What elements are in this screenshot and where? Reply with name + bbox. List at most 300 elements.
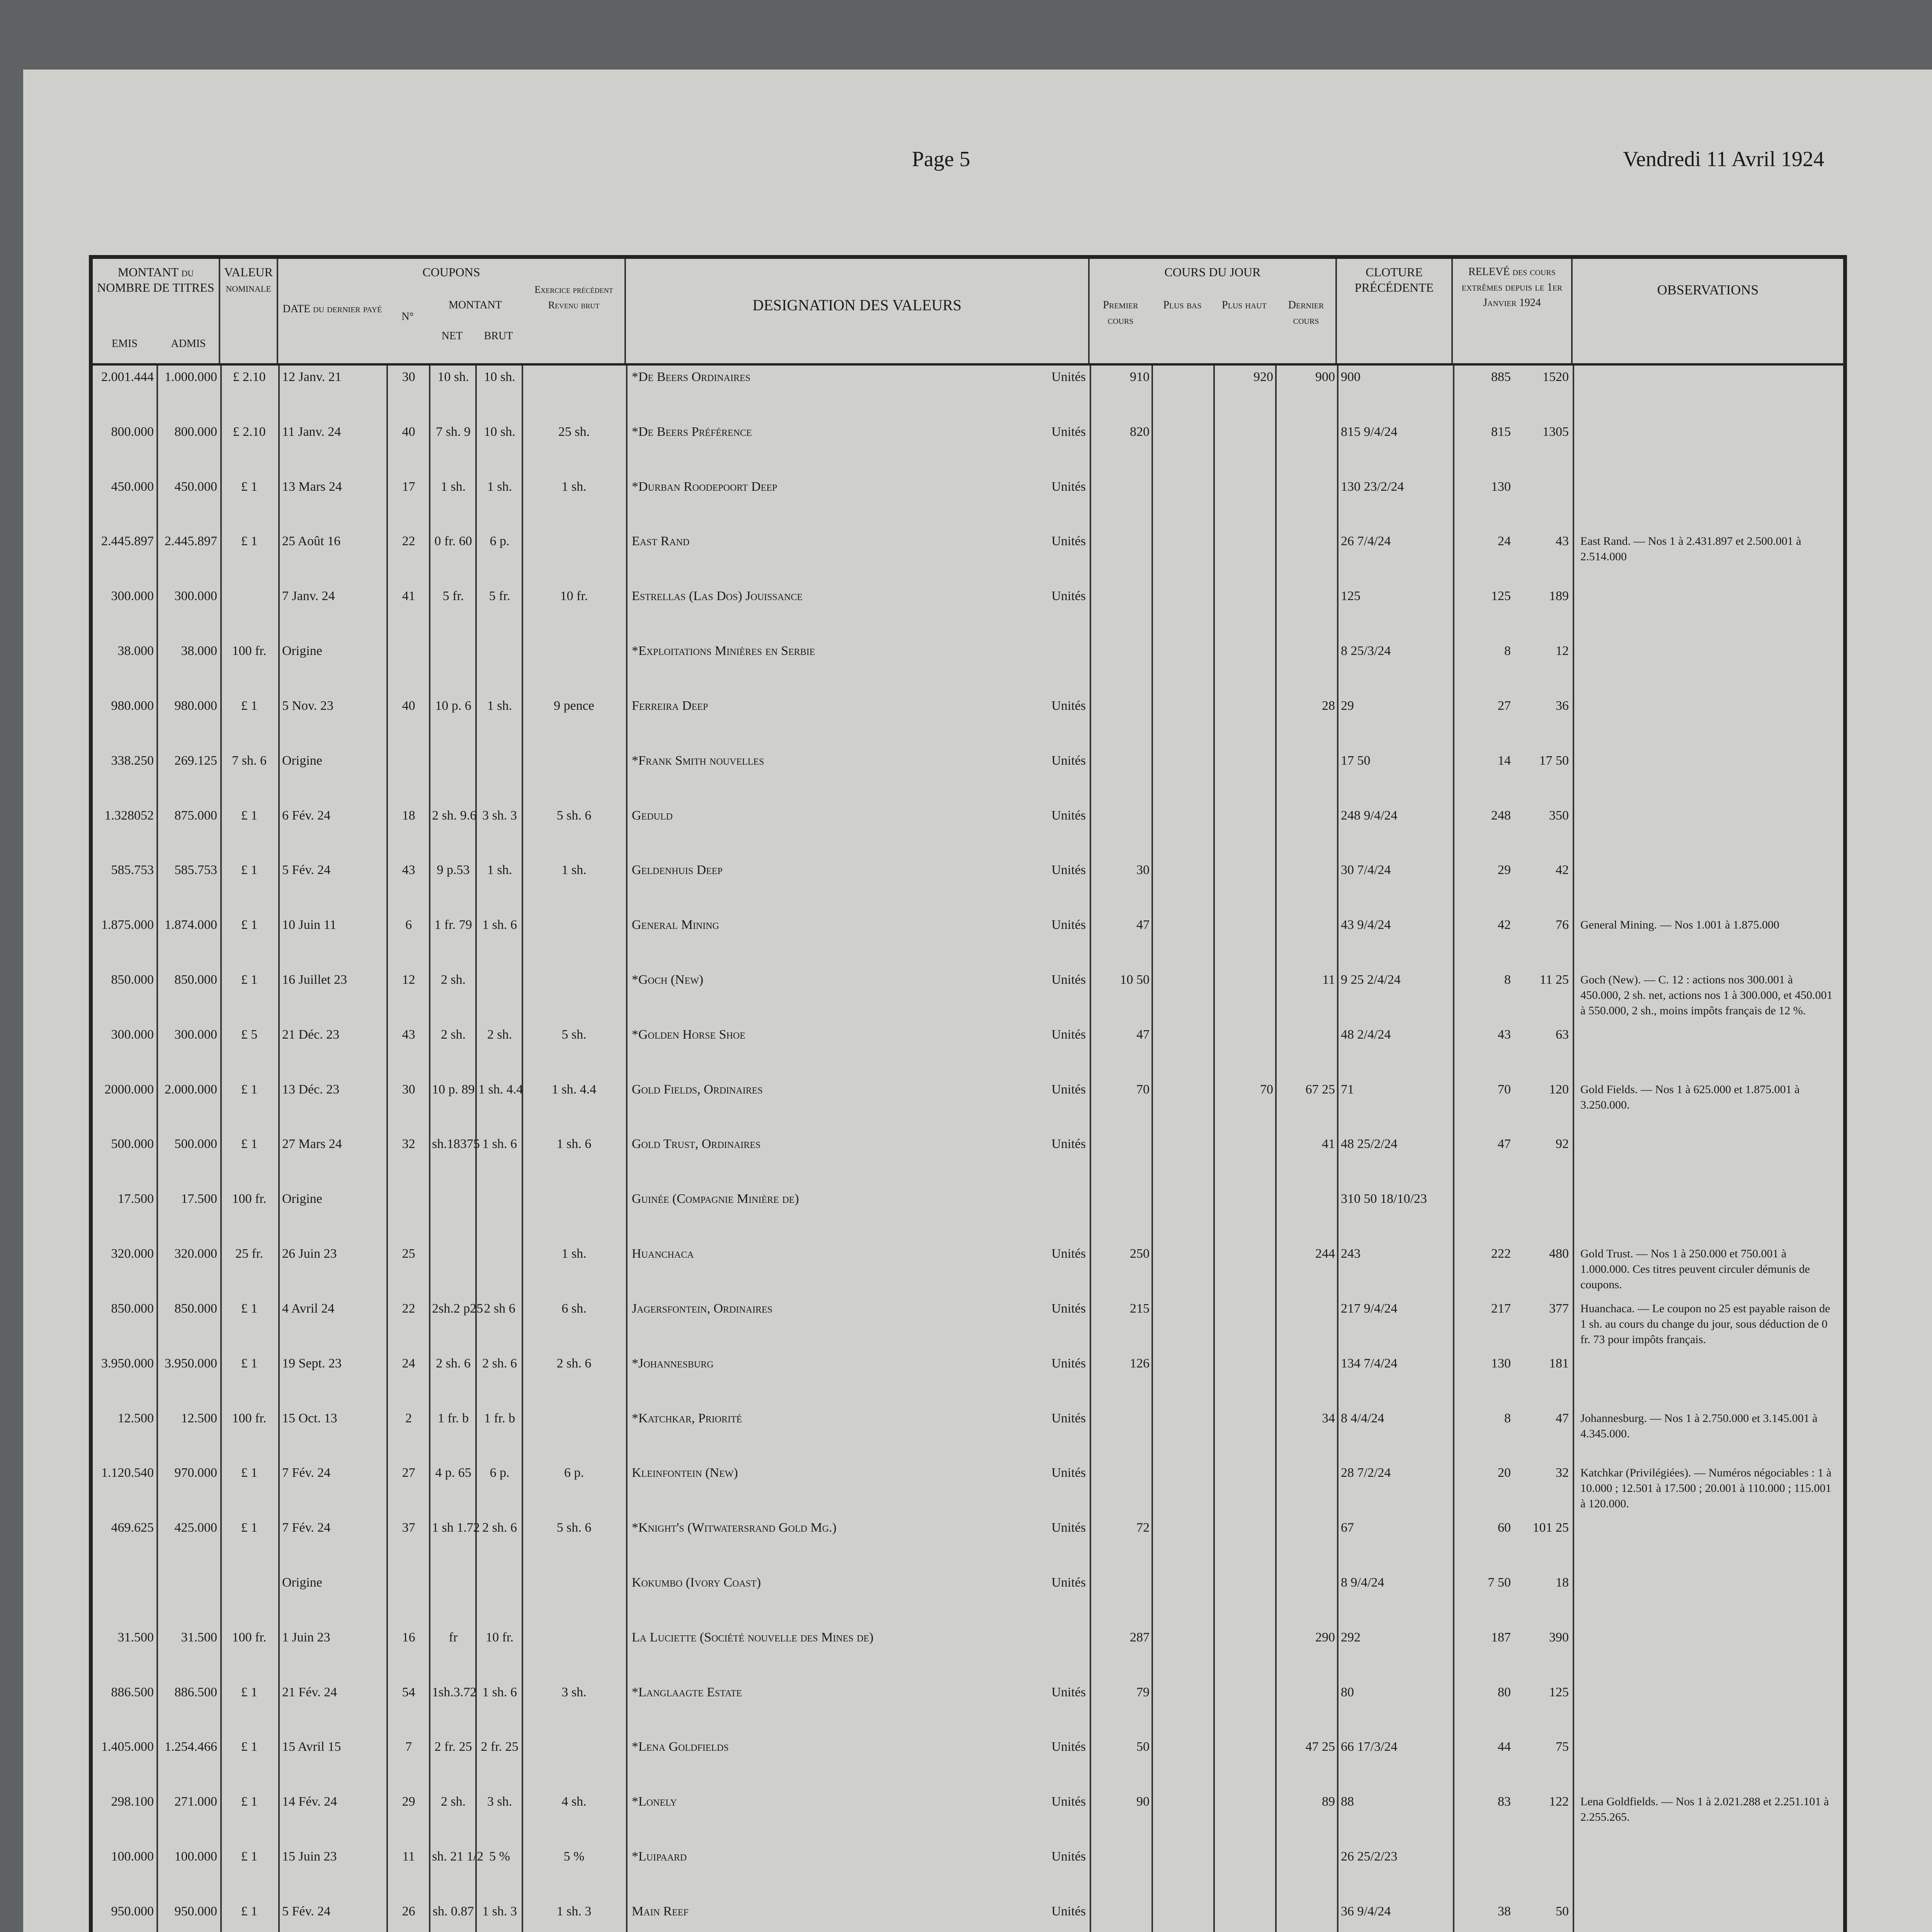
cell-clot: 248 9/4/24 (1341, 808, 1398, 823)
cell-date: 10 Juin 11 (282, 918, 337, 932)
cell-no: 43 (402, 1027, 415, 1042)
cell-p1: 10 50 (1120, 973, 1150, 987)
cell-unit: Unités (1051, 1247, 1086, 1261)
table-row (93, 1630, 1573, 1653)
cell-rev: 10 fr. (560, 589, 588, 604)
cell-r1: 8 (1504, 644, 1511, 658)
cell-clot: 66 17/3/24 (1341, 1740, 1398, 1754)
cell-unit: Unités (1051, 808, 1086, 823)
cell-brut: 1 sh. 4.4 (478, 1082, 523, 1097)
cell-brut: 3 sh. 3 (482, 808, 517, 823)
cell-date: Origine (282, 1192, 322, 1206)
cell-net: 10 p. 6 (435, 698, 471, 713)
cell-name: Kleinfontein (New) (632, 1466, 738, 1480)
cell-name: *Goch (New) (632, 973, 704, 987)
cell-r1: 83 (1498, 1794, 1511, 1809)
cell-date: 5 Nov. 23 (282, 698, 333, 713)
cell-name: Huanchaca (632, 1247, 694, 1261)
cell-rev: 6 p. (564, 1466, 584, 1480)
cell-r1: 815 (1491, 424, 1511, 439)
cell-r1: 187 (1491, 1630, 1511, 1645)
cell-brut: 1 sh. 3 (482, 1904, 517, 1918)
header-montant (93, 259, 220, 363)
cell-date: 15 Juin 23 (282, 1849, 337, 1864)
cell-valeur: £ 1 (241, 1466, 258, 1480)
cell-name: Ferreira Deep (632, 698, 708, 713)
cell-rev: 1 sh. (561, 1247, 587, 1261)
cell-unit: Unités (1051, 589, 1086, 604)
cell-clot: 36 9/4/24 (1341, 1904, 1391, 1918)
cell-unit: Unités (1051, 1411, 1086, 1425)
table-row (93, 1136, 1573, 1160)
cell-clot: 26 7/4/24 (1341, 534, 1391, 549)
cell-emis: 800.000 (111, 424, 154, 439)
cell-no: 40 (402, 424, 415, 439)
cell-emis: 886.500 (111, 1685, 154, 1699)
cell-emis: 17.500 (117, 1192, 154, 1206)
cell-admis: 100.000 (174, 1849, 217, 1864)
cell-clot: 900 (1341, 370, 1361, 384)
cell-unit: Unités (1051, 1575, 1086, 1590)
cell-emis: 1.875.000 (101, 918, 154, 932)
header-montant-coupon: MONTANT (449, 299, 502, 311)
table-row (93, 1739, 1573, 1762)
cell-valeur: £ 1 (241, 1301, 258, 1316)
table-row (93, 1904, 1573, 1927)
cell-net: 2 fr. 25 (434, 1740, 472, 1754)
cell-date: Origine (282, 1575, 322, 1590)
table-row (93, 643, 1573, 667)
header-net: NET (441, 330, 463, 342)
cell-valeur: £ 1 (241, 1082, 258, 1097)
cell-no: 7 (405, 1740, 412, 1754)
cell-name: Geldenhuis Deep (632, 863, 723, 878)
cell-r1: 14 (1498, 753, 1511, 768)
header-dernier: Dernier cours (1288, 299, 1324, 327)
cell-emis: 300.000 (111, 1027, 154, 1042)
cell-unit: Unités (1051, 1356, 1086, 1371)
cell-brut: 10 sh. (484, 424, 515, 439)
cell-valeur: £ 1 (241, 698, 258, 713)
cell-date: 21 Déc. 23 (282, 1027, 340, 1042)
cell-date: 19 Sept. 23 (282, 1356, 342, 1371)
cell-p1: 30 (1136, 863, 1150, 878)
cell-no: 27 (402, 1466, 415, 1480)
cell-emis: 38.000 (117, 644, 154, 658)
cell-valeur: £ 2.10 (233, 370, 266, 384)
cell-clot: 217 9/4/24 (1341, 1301, 1398, 1316)
cell-clot: 815 9/4/24 (1341, 424, 1398, 439)
cell-p4: 900 (1315, 370, 1335, 384)
table-row (93, 1520, 1573, 1543)
cell-emis: 298.100 (111, 1794, 154, 1809)
cell-valeur: 100 fr. (232, 1192, 267, 1206)
cell-unit: Unités (1051, 1027, 1086, 1042)
cell-date: 15 Avril 15 (282, 1740, 341, 1754)
securities-table (89, 255, 1847, 1932)
cell-net: 5 fr. (442, 589, 464, 604)
cell-name: *Katchkar, Priorité (632, 1411, 742, 1425)
cell-rev: 1 sh. 4.4 (551, 1082, 597, 1097)
cell-name: *Durban Roodepoort Deep (632, 479, 777, 494)
header-admis: ADMIS (171, 338, 206, 350)
cell-admis: 2.445.897 (165, 534, 217, 549)
cell-emis: 1.120.540 (101, 1466, 154, 1480)
cell-p1: 50 (1136, 1740, 1150, 1754)
cell-clot: 9 25 2/4/24 (1341, 973, 1401, 987)
cell-name: *Luipaard (632, 1849, 687, 1864)
cell-p1: 215 (1130, 1301, 1150, 1316)
cell-r1: 29 (1498, 863, 1511, 878)
page-number: Page 5 (912, 147, 970, 171)
cell-valeur: £ 1 (241, 1356, 258, 1371)
cell-net: fr (449, 1630, 458, 1645)
observation-note: Katchkar (Privilégiées). — Numéros négociables : 1 à 10.000 ; 12.501 à 17.500 ; 20.001 à 110.000 ; 115.001 à 120.000. (1580, 1466, 1832, 1510)
cell-no: 25 (402, 1247, 415, 1261)
cell-r2: 18 (1556, 1575, 1569, 1590)
cell-date: 13 Déc. 23 (282, 1082, 340, 1097)
cell-r1: 217 (1491, 1301, 1511, 1316)
cell-valeur: £ 1 (241, 1740, 258, 1754)
cell-clot: 8 25/3/24 (1341, 644, 1391, 658)
cell-brut: 1 fr. b (484, 1411, 515, 1425)
cell-emis: 980.000 (111, 698, 154, 713)
cell-emis: 1.405.000 (101, 1740, 154, 1754)
cell-admis: 850.000 (174, 973, 217, 987)
cell-clot: 26 25/2/23 (1341, 1849, 1398, 1864)
cell-emis: 469.625 (111, 1520, 154, 1535)
cell-date: 5 Fév. 24 (282, 1904, 331, 1918)
cell-no: 18 (402, 808, 415, 823)
table-row (93, 862, 1573, 886)
cell-emis: 31.500 (117, 1630, 154, 1645)
table-row (93, 1356, 1573, 1379)
cell-valeur: £ 1 (241, 534, 258, 549)
cell-unit: Unités (1051, 534, 1086, 549)
cell-r2: 120 (1549, 1082, 1569, 1097)
cell-r2: 377 (1549, 1301, 1569, 1316)
cell-name: Gold Trust, Ordinaires (632, 1137, 761, 1151)
cell-net: 1 sh. (440, 479, 466, 494)
cell-net: 2 sh. (440, 1794, 466, 1809)
cell-p4: 41 (1322, 1137, 1335, 1151)
cell-no: 17 (402, 479, 415, 494)
cell-brut: 10 sh. (484, 370, 515, 384)
cell-brut: 1 sh. (487, 863, 512, 878)
cell-admis: 320.000 (174, 1247, 217, 1261)
cell-net: 1sh.3.72 (432, 1685, 477, 1699)
cell-r2: 12 (1556, 644, 1569, 658)
table-row (93, 972, 1573, 995)
cell-r1: 130 (1491, 479, 1511, 494)
header-coupons (278, 259, 626, 363)
cell-r2: 189 (1549, 589, 1569, 604)
cell-date: 26 Juin 23 (282, 1247, 337, 1261)
cell-emis: 1.328052 (104, 808, 154, 823)
cell-clot: 80 (1341, 1685, 1354, 1699)
cell-name: Main Reef (632, 1904, 689, 1918)
cell-unit: Unités (1051, 918, 1086, 932)
cell-name: *Johannesburg (632, 1356, 714, 1371)
cell-emis: 2.001.444 (101, 370, 154, 384)
header-valeur (220, 259, 278, 363)
cell-name: East Rand (632, 534, 690, 549)
cell-admis: 886.500 (174, 1685, 217, 1699)
cell-p1: 90 (1136, 1794, 1150, 1809)
cell-r2: 181 (1549, 1356, 1569, 1371)
cell-admis: 31.500 (181, 1630, 217, 1645)
cell-no: 37 (402, 1520, 415, 1535)
cell-valeur: £ 1 (241, 1904, 258, 1918)
cell-no: 6 (405, 918, 412, 932)
cell-net: sh. 0.87 (432, 1904, 474, 1918)
cell-valeur: 100 fr. (232, 644, 267, 658)
cell-clot: 88 (1341, 1794, 1354, 1809)
cell-brut: 2 fr. 25 (481, 1740, 519, 1754)
header-emis: EMIS (112, 338, 138, 350)
cell-emis: 320.000 (111, 1247, 154, 1261)
cell-valeur: £ 1 (241, 973, 258, 987)
cell-r1: 248 (1491, 808, 1511, 823)
cell-r1: 47 (1498, 1137, 1511, 1151)
cell-p4: 47 25 (1305, 1740, 1335, 1754)
cell-emis: 2000.000 (104, 1082, 154, 1097)
cell-net: sh.18375 (432, 1137, 480, 1151)
cell-net: 4 p. 65 (435, 1466, 471, 1480)
cell-rev: 5 % (563, 1849, 585, 1864)
header-revenu: Exercice précédent Revenu brut (534, 284, 613, 311)
cell-brut: 1 sh. (487, 698, 512, 713)
cell-clot: 243 (1341, 1247, 1361, 1261)
cell-rev: 4 sh. (561, 1794, 587, 1809)
cell-p1: 47 (1136, 918, 1150, 932)
cell-unit: Unités (1051, 863, 1086, 878)
cell-r1: 20 (1498, 1466, 1511, 1480)
cell-admis: 800.000 (174, 424, 217, 439)
cell-admis: 875.000 (174, 808, 217, 823)
cell-admis: 980.000 (174, 698, 217, 713)
observation-note: Goch (New). — C. 12 : actions nos 300.001 à 450.000, 2 sh. net, actions nos 1 à 300.000, et 450.001 à 550.000, 2 sh., moins impôts français de 12 %. (1580, 973, 1833, 1017)
table-body (93, 366, 1843, 1932)
cell-clot: 125 (1341, 589, 1361, 604)
cell-unit: Unités (1051, 424, 1086, 439)
cell-no: 40 (402, 698, 415, 713)
table-row (93, 698, 1573, 721)
cell-net: 1 fr. 79 (434, 918, 472, 932)
cell-no: 30 (402, 1082, 415, 1097)
cell-net: 2 sh. 6 (436, 1356, 471, 1371)
table-row (93, 1794, 1573, 1817)
cell-admis: 850.000 (174, 1301, 217, 1316)
cell-r1: 80 (1498, 1685, 1511, 1699)
cell-r1: 885 (1491, 370, 1511, 384)
cell-emis: 300.000 (111, 589, 154, 604)
cell-p1: 70 (1136, 1082, 1150, 1097)
cell-no: 30 (402, 370, 415, 384)
cell-date: 12 Janv. 21 (282, 370, 342, 384)
table-row (93, 1246, 1573, 1269)
cell-rev: 25 sh. (558, 424, 590, 439)
cell-r2: 63 (1556, 1027, 1569, 1042)
cell-admis: 500.000 (174, 1137, 217, 1151)
cell-unit: Unités (1051, 1849, 1086, 1864)
cell-admis: 425.000 (174, 1520, 217, 1535)
cell-r2: 101 25 (1532, 1520, 1569, 1535)
cell-r2: 125 (1549, 1685, 1569, 1699)
cell-rev: 5 sh. 6 (556, 1520, 592, 1535)
cell-net: 1 sh 1.72 (432, 1520, 480, 1535)
cell-brut: 2 sh 6 (484, 1301, 515, 1316)
table-row (93, 1301, 1573, 1324)
cell-brut: 2 sh. (487, 1027, 512, 1042)
header-plus-bas: Plus bas (1163, 299, 1202, 311)
cell-admis: 12.500 (181, 1411, 217, 1425)
cell-r2: 76 (1556, 918, 1569, 932)
cell-brut: 6 p. (490, 534, 510, 549)
cell-rev: 5 sh. 6 (556, 808, 592, 823)
observation-note: East Rand. — Nos 1 à 2.431.897 et 2.500.001 à 2.514.000 (1580, 535, 1801, 563)
cell-emis: 850.000 (111, 1301, 154, 1316)
cell-p1: 126 (1130, 1356, 1150, 1371)
cell-p4: 34 (1322, 1411, 1335, 1425)
cell-rev: 9 pence (554, 698, 594, 713)
observation-note: Lena Goldfields. — Nos 1 à 2.021.288 et 2.251.101 à 2.255.265. (1580, 1795, 1829, 1824)
cell-date: Origine (282, 644, 322, 658)
cell-name: Estrellas (Las Dos) Jouissance (632, 589, 803, 604)
table-row (93, 1027, 1573, 1050)
cell-date: 14 Fév. 24 (282, 1794, 337, 1809)
table-row (93, 1191, 1573, 1214)
cell-admis: 17.500 (181, 1192, 217, 1206)
cell-net: 2sh.2 p25 (432, 1301, 483, 1316)
cell-date: 7 Fév. 24 (282, 1466, 331, 1480)
cell-valeur: £ 1 (241, 863, 258, 878)
table-row (93, 1465, 1573, 1488)
cell-rev: 5 sh. (561, 1027, 587, 1042)
cell-r1: 42 (1498, 918, 1511, 932)
cell-date: Origine (282, 753, 322, 768)
observation-note: Gold Trust. — Nos 1 à 250.000 et 750.001 à 1.000.000. Ces titres peuvent circuler démunis de coupons. (1580, 1247, 1810, 1291)
table-row (93, 1082, 1573, 1105)
cell-emis: 2.445.897 (101, 534, 154, 549)
cell-valeur: £ 1 (241, 1849, 258, 1864)
header-date: DATE du dernier payé (282, 303, 382, 315)
cell-no: 2 (405, 1411, 412, 1425)
cell-p1: 47 (1136, 1027, 1150, 1042)
table-row (93, 808, 1573, 831)
cell-net: sh. 21 1/2 (432, 1849, 484, 1864)
cell-name: Geduld (632, 808, 673, 823)
cell-admis: 950.000 (174, 1904, 217, 1918)
cell-rev: 6 sh. (561, 1301, 587, 1316)
cell-r2: 42 (1556, 863, 1569, 878)
cell-emis: 338.250 (111, 753, 154, 768)
table-row (93, 588, 1573, 612)
cell-brut: 3 sh. (487, 1794, 512, 1809)
cell-clot: 130 23/2/24 (1341, 479, 1404, 494)
cell-admis: 300.000 (174, 1027, 217, 1042)
cell-name: *Exploitations Minières en Serbie (632, 644, 815, 658)
cell-net: 2 sh. (440, 973, 466, 987)
cell-no: 32 (402, 1137, 415, 1151)
cell-date: 6 Fév. 24 (282, 808, 331, 823)
cell-r2: 92 (1556, 1137, 1569, 1151)
cell-admis: 1.000.000 (165, 370, 217, 384)
cell-name: Gold Fields, Ordinaires (632, 1082, 763, 1097)
cell-admis: 2.000.000 (165, 1082, 217, 1097)
cell-p4: 244 (1315, 1247, 1335, 1261)
cell-p1: 79 (1136, 1685, 1150, 1699)
cell-unit: Unités (1051, 1520, 1086, 1535)
cell-p1: 72 (1136, 1520, 1150, 1535)
cell-name: *Langlaagte Estate (632, 1685, 742, 1699)
cell-name: *Golden Horse Shoe (632, 1027, 746, 1042)
cell-valeur: 25 fr. (235, 1247, 263, 1261)
cell-no: 11 (402, 1849, 415, 1864)
header-plus-haut: Plus haut (1222, 299, 1267, 311)
cell-date: 1 Juin 23 (282, 1630, 330, 1645)
header-cloture: CLOTURE PRÉCÉDENTE (1337, 259, 1453, 363)
cell-unit: Unités (1051, 1794, 1086, 1809)
cell-unit: Unités (1051, 1301, 1086, 1316)
cell-r1: 7 50 (1488, 1575, 1511, 1590)
observation-note: Johannesburg. — Nos 1 à 2.750.000 et 3.145.001 à 4.345.000. (1580, 1412, 1818, 1440)
cell-date: 4 Avril 24 (282, 1301, 335, 1316)
cell-r1: 222 (1491, 1247, 1511, 1261)
cell-brut: 1 sh. 6 (482, 1685, 517, 1699)
cell-clot: 17 50 (1341, 753, 1371, 768)
cell-name: General Mining (632, 918, 719, 932)
cell-brut: 5 % (489, 1849, 510, 1864)
cell-date: 16 Juillet 23 (282, 973, 347, 987)
observation-note: Huanchaca. — Le coupon no 25 est payable raison de 1 sh. au cours du change du jour, sous déduction de 0 fr. 73 pour impôts français. (1580, 1302, 1830, 1346)
header-brut: BRUT (484, 330, 513, 342)
cell-r1: 60 (1498, 1520, 1511, 1535)
cell-admis: 271.000 (174, 1794, 217, 1809)
cell-no: 16 (402, 1630, 415, 1645)
cell-clot: 8 4/4/24 (1341, 1411, 1384, 1425)
cell-admis: 300.000 (174, 589, 217, 604)
cell-valeur: 100 fr. (232, 1411, 267, 1425)
cell-unit: Unités (1051, 1466, 1086, 1480)
cell-name: *Knight's (Witwatersrand Gold Mg.) (632, 1520, 837, 1535)
cell-date: 7 Fév. 24 (282, 1520, 331, 1535)
cell-admis: 38.000 (181, 644, 217, 658)
cell-r1: 43 (1498, 1027, 1511, 1042)
cell-unit: Unités (1051, 698, 1086, 713)
cell-admis: 970.000 (174, 1466, 217, 1480)
cell-r2: 43 (1556, 534, 1569, 549)
cell-no: 41 (402, 589, 415, 604)
cell-valeur: £ 1 (241, 1520, 258, 1535)
cell-no: 43 (402, 863, 415, 878)
header-observations: OBSERVATIONS (1657, 282, 1759, 298)
cell-unit: Unités (1051, 1082, 1086, 1097)
cell-no: 26 (402, 1904, 415, 1918)
cell-emis: 3.950.000 (101, 1356, 154, 1371)
cell-valeur: £ 1 (241, 918, 258, 932)
cell-r2: 50 (1556, 1904, 1569, 1918)
cell-r2: 17 50 (1539, 753, 1569, 768)
cell-name: La Luciette (Société nouvelle des Mines de) (632, 1630, 874, 1645)
cell-p3: 70 (1260, 1082, 1273, 1097)
cell-r2: 390 (1549, 1630, 1569, 1645)
cell-p1: 250 (1130, 1247, 1150, 1261)
cell-net: 10 p. 89 (432, 1082, 475, 1097)
cell-p4: 11 (1322, 973, 1335, 987)
cell-r2: 350 (1549, 808, 1569, 823)
table-row (93, 534, 1573, 557)
